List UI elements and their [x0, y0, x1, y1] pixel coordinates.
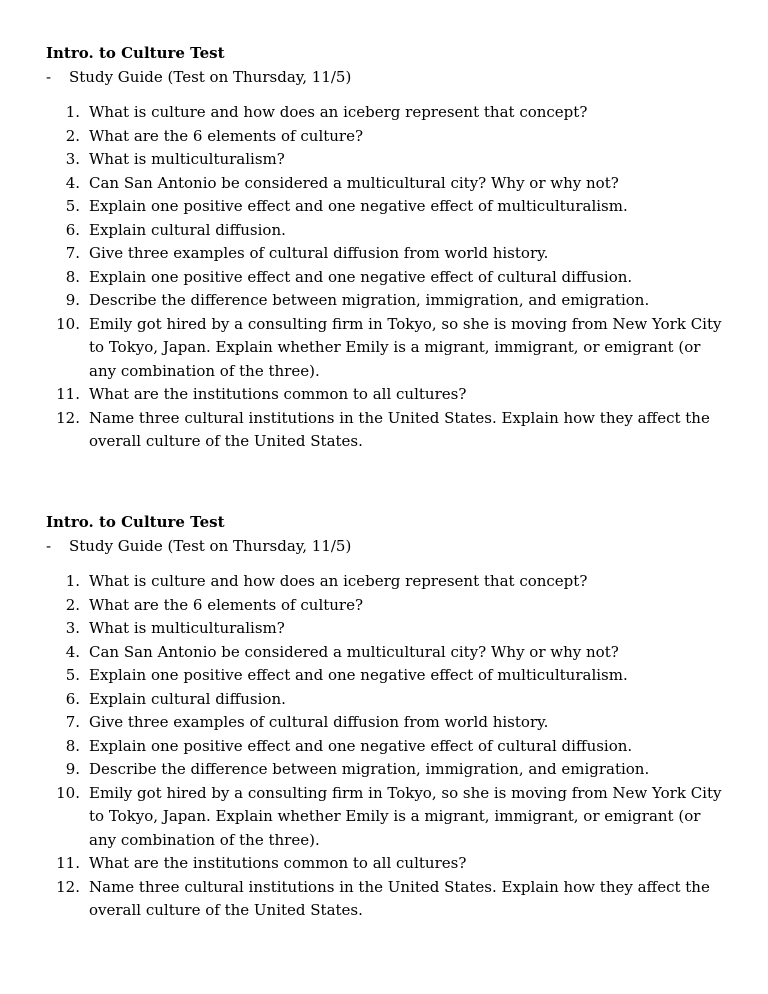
- question-item: [46, 266, 726, 290]
- question-number: 3.: [65, 619, 80, 637]
- question-number: 7.: [65, 244, 80, 262]
- question-number: 5.: [65, 666, 80, 684]
- question-item: [46, 195, 726, 219]
- question-number: 2.: [65, 595, 80, 614]
- question-text: Explain one positive effect and one negative effect of cultural diffusion.: [89, 267, 633, 286]
- question-text: Explain cultural diffusion.: [89, 220, 286, 239]
- question-text: What is multiculturalism?: [89, 619, 285, 637]
- question-number: 11.: [56, 385, 80, 403]
- question-number: 12.: [56, 877, 80, 896]
- question-item: [46, 688, 726, 712]
- question-item: [46, 617, 726, 641]
- question-item: [46, 101, 726, 125]
- question-item: [46, 219, 726, 243]
- question-item: [46, 641, 726, 665]
- question-item: [46, 664, 726, 688]
- question-number: 6.: [65, 689, 80, 708]
- question-text: Explain cultural diffusion.: [89, 689, 286, 708]
- question-number: 12.: [56, 408, 80, 427]
- question-item: [46, 852, 726, 876]
- question-text: Explain one positive effect and one negative effect of multiculturalism.: [89, 666, 628, 684]
- question-number: 1.: [65, 103, 80, 121]
- question-number: 3.: [65, 150, 80, 168]
- question-text: Give three examples of cultural diffusion from world history.: [89, 244, 549, 262]
- question-text: Explain one positive effect and one negative effect of multiculturalism.: [89, 197, 628, 215]
- question-number: 8.: [65, 267, 80, 286]
- question-number: 1.: [65, 572, 80, 590]
- question-number: 9.: [65, 760, 80, 778]
- test-title: Intro. to Culture Test: [46, 513, 225, 531]
- question-text: What are the institutions common to all cultures?: [89, 385, 467, 403]
- subtitle-dash: -: [46, 536, 52, 555]
- subtitle-text: Study Guide (Test on Thursday, 11/5): [69, 536, 352, 555]
- subtitle-dash: -: [46, 67, 52, 86]
- question-item: [46, 125, 726, 149]
- question-item: [46, 313, 726, 384]
- study-guide-subtitle: [46, 66, 726, 90]
- study-guide-section-2: [46, 511, 726, 923]
- question-number: 10.: [56, 314, 80, 333]
- question-text: Name three cultural institutions in the United States. Explain how they affect the overall culture of the United States.: [89, 877, 710, 919]
- question-item: [46, 242, 726, 266]
- question-item: [46, 594, 726, 618]
- question-number: 6.: [65, 220, 80, 239]
- question-item: [46, 876, 726, 923]
- question-item: [46, 782, 726, 853]
- question-text: Give three examples of cultural diffusion from world history.: [89, 713, 549, 731]
- question-item: [46, 148, 726, 172]
- question-text: Emily got hired by a consulting firm in Tokyo, so she is moving from New York City to Tokyo, Japan. Explain whether Emily is a migrant, immigrant, or emigrant (or any combination of the three).: [89, 783, 722, 849]
- question-number: 5.: [65, 197, 80, 215]
- question-item: [46, 570, 726, 594]
- question-text: What are the institutions common to all cultures?: [89, 854, 467, 872]
- question-item: [46, 735, 726, 759]
- question-text: What is culture and how does an iceberg represent that concept?: [89, 103, 588, 121]
- question-item: [46, 172, 726, 196]
- question-text: What are the 6 elements of culture?: [89, 126, 364, 145]
- question-text: Describe the difference between migration, immigration, and emigration.: [89, 760, 650, 778]
- question-list: [46, 101, 726, 454]
- question-number: 2.: [65, 126, 80, 145]
- question-number: 8.: [65, 736, 80, 755]
- subtitle-text: Study Guide (Test on Thursday, 11/5): [69, 67, 352, 86]
- question-text: What is culture and how does an iceberg represent that concept?: [89, 572, 588, 590]
- question-number: 4.: [65, 173, 80, 192]
- question-number: 9.: [65, 291, 80, 309]
- question-text: Emily got hired by a consulting firm in Tokyo, so she is moving from New York City to Tokyo, Japan. Explain whether Emily is a migrant, immigrant, or emigrant (or any combination of the three).: [89, 314, 722, 380]
- question-text: Can San Antonio be considered a multicultural city? Why or why not?: [89, 173, 619, 192]
- question-item: [46, 383, 726, 407]
- question-number: 7.: [65, 713, 80, 731]
- question-item: [46, 407, 726, 454]
- question-item: [46, 758, 726, 782]
- question-text: Name three cultural institutions in the United States. Explain how they affect the overall culture of the United States.: [89, 408, 710, 450]
- question-item: [46, 289, 726, 313]
- study-guide-subtitle: [46, 535, 726, 559]
- question-text: Explain one positive effect and one negative effect of cultural diffusion.: [89, 736, 633, 755]
- test-title: Intro. to Culture Test: [46, 44, 225, 62]
- question-text: What is multiculturalism?: [89, 150, 285, 168]
- study-guide-section-1: [46, 42, 726, 454]
- question-text: Can San Antonio be considered a multicultural city? Why or why not?: [89, 642, 619, 661]
- question-text: Describe the difference between migration, immigration, and emigration.: [89, 291, 650, 309]
- question-list: [46, 570, 726, 923]
- question-number: 10.: [56, 783, 80, 802]
- question-text: What are the 6 elements of culture?: [89, 595, 364, 614]
- question-number: 11.: [56, 854, 80, 872]
- question-number: 4.: [65, 642, 80, 661]
- question-item: [46, 711, 726, 735]
